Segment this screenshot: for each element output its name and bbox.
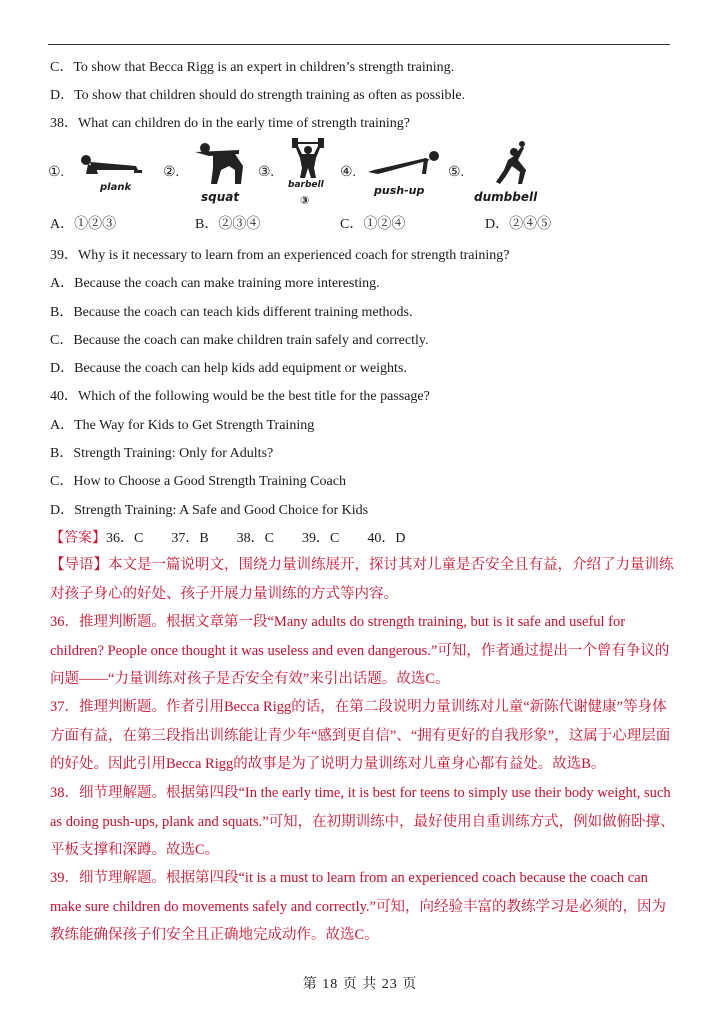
intro-paragraph — [50, 551, 678, 608]
q40-option-d: D．Strength Training: A Safe and Good Choice for Kids — [50, 503, 369, 518]
header-rule — [48, 44, 670, 45]
figure-dumbbell — [448, 140, 558, 212]
q39-stem: 39．Why is it necessary to learn from an experienced coach for strength training? — [50, 248, 510, 263]
figure-plank — [48, 140, 148, 212]
q40-option-b: B．Strength Training: Only for Adults? — [50, 446, 274, 461]
figure-squat — [163, 140, 263, 212]
figure-number: ③. — [258, 165, 275, 180]
q39-option-b: B．Because the coach can teach kids different training methods. — [50, 305, 413, 320]
answer-text: 36．C 37．B 38．C 39．C 40．D — [106, 531, 406, 546]
figure-number: ②. — [163, 165, 180, 180]
q40-stem: 40．Which of the following would be the best title for the passage? — [50, 389, 430, 404]
squat-icon — [191, 140, 261, 188]
answer-label: 【答案】 — [50, 531, 106, 546]
figure-number: ⑤. — [448, 165, 465, 180]
explanation-39: 39．细节理解题。根据第四段“it is a must to learn from an experienced coach because the coach can make sure children do movements safely and correctly.”可知，向经验丰富的教练学习是必须的，因为教练能确保孩子们安全且正确地完成动作。故选C。 — [50, 870, 666, 943]
barbell-icon — [288, 136, 328, 180]
figure-caption: dumbbell — [474, 190, 538, 204]
figure-caption: squat — [201, 190, 240, 204]
q37-option-d: D．To show that children should do strength training as often as possible. — [50, 88, 466, 103]
q38-option-c: C．①②④ — [340, 217, 406, 232]
explanation-37: 37．推理判断题。作者引用Becca Rigg的话，在第二段说明力量训练对儿童“新陈代谢健康”等身体方面有益，在第三段指出训练能让青少年“感到更自信”、“拥有更好的自我形象”，这属于心理层面的好处。因此引用Becca Rigg的故事是为了说明力量训练对儿童身心都有益处。故选B。 — [50, 699, 671, 772]
explanation-36: 36．推理判断题。根据文章第一段“Many adults do strength training, but is it safe and useful for children? People once thought it was useless and even dangerous.”可知，作者通过提出一个曾有争议的问题——“力量训练对孩子是否安全有效”来引出话题。故选C。 — [50, 614, 670, 687]
q38-option-a: A．①②③ — [50, 217, 117, 232]
intro-label: 【导语】 — [50, 557, 108, 573]
answer-key — [50, 530, 405, 548]
figure-sub-number: ③ — [300, 194, 310, 207]
figure-caption: barbell — [288, 180, 324, 190]
q39-option-c: C．Because the coach can make children train safely and correctly. — [50, 333, 429, 348]
q38-option-b: B．②③④ — [195, 217, 261, 232]
plank-icon — [76, 148, 146, 178]
figure-caption: push-up — [374, 184, 425, 197]
q39-option-a: A．Because the coach can make training more interesting. — [50, 276, 380, 291]
figure-caption: plank — [100, 182, 132, 193]
figure-barbell — [258, 140, 338, 212]
q38-option-d: D．②④⑤ — [485, 217, 552, 232]
q39-option-d: D．Because the coach can help kids add equipment or weights. — [50, 361, 407, 376]
q40-option-c: C．How to Choose a Good Strength Training Coach — [50, 474, 346, 489]
intro-text: 本文是一篇说明文，围绕力量训练展开，探讨其对儿童是否安全且有益，介绍了力量训练对孩子身心的好处、孩子开展力量训练的方式等内容。 — [50, 557, 674, 602]
page-footer: 第 18 页 共 23 页 — [302, 977, 418, 992]
figure-number: ①. — [48, 165, 65, 180]
explanation-38: 38．细节理解题。根据第四段“In the early time, it is best for teens to simply use their body weight, such as doing push-ups, plank and squats.”可知，在初期训练中，最好使用自重训练方式，例如做俯卧撑、平板支撑和深蹲。故选C。 — [50, 785, 675, 858]
dumbbell-icon — [490, 140, 540, 188]
q38-figure-row — [48, 140, 608, 212]
figure-push-up — [340, 140, 450, 212]
q38-stem: 38．What can children do in the early time of strength training? — [50, 116, 410, 131]
q38-options — [50, 216, 630, 234]
push-up-icon — [366, 150, 442, 176]
figure-number: ④. — [340, 165, 357, 180]
q37-option-c: C．To show that Becca Rigg is an expert in children’s strength training. — [50, 60, 455, 75]
q40-option-a: A．The Way for Kids to Get Strength Training — [50, 418, 315, 433]
